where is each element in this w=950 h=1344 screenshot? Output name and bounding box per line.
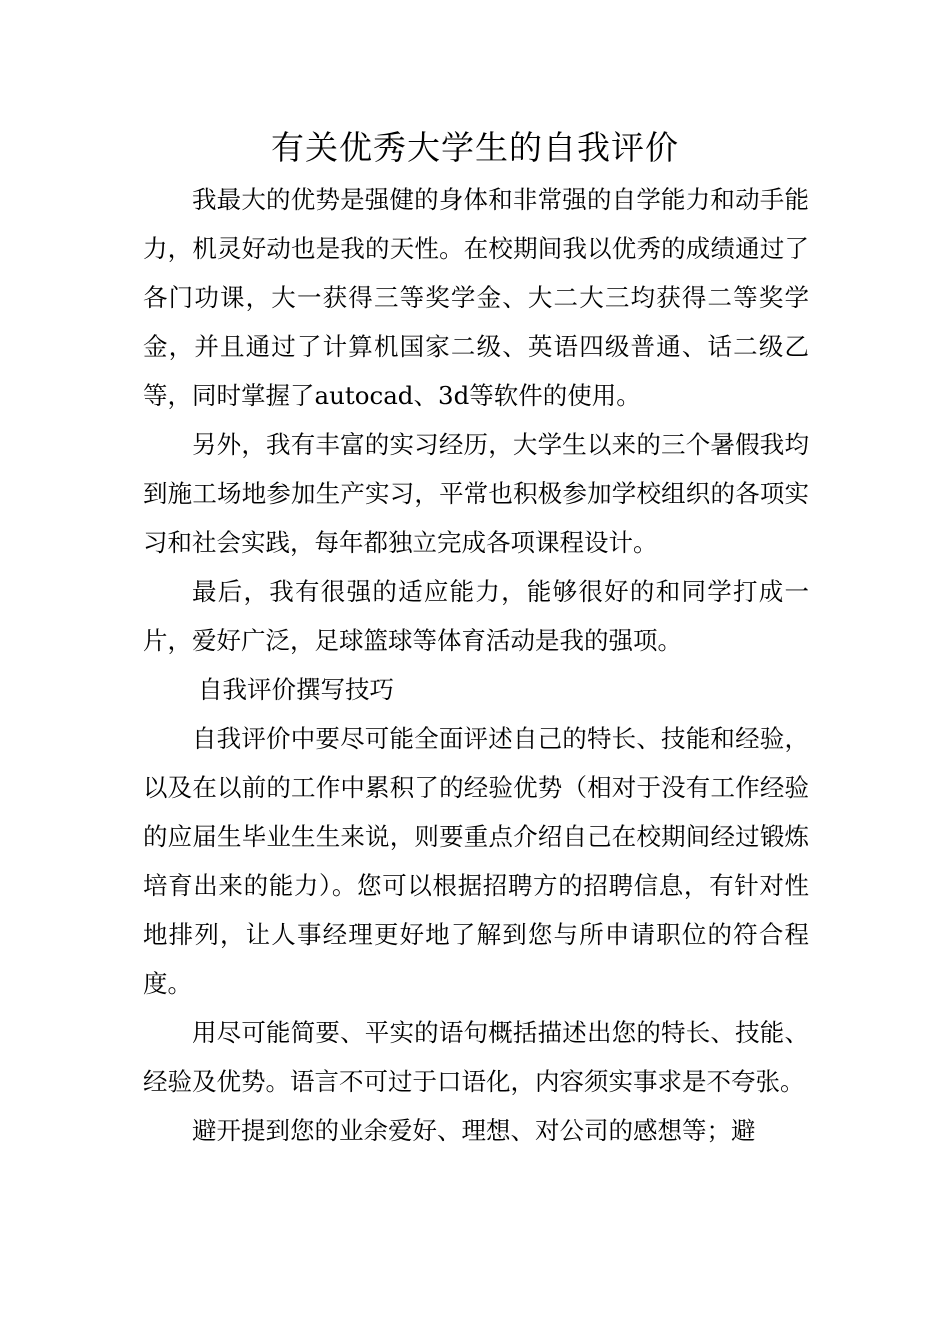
paragraph-tip-2: 用尽可能简要、平实的语句概括描述出您的特长、技能、经验及优势。语言不可过于口语化，内容须实事求是不夸张。 bbox=[143, 1018, 809, 1096]
document-title: 有关优秀大学生的自我评价 bbox=[271, 128, 679, 167]
paragraph-tip-1: 自我评价中要尽可能全面评述自己的特长、技能和经验，以及在以前的工作中累积了的经验优势（相对于没有工作经验的应届生毕业生生来说，则要重点介绍自己在校期间经过锻炼培育出来的能力）。您可以根据招聘方的招聘信息，有针对性地排列，让人事经理更好地了解到您与所申请职位的符合程度。 bbox=[143, 724, 809, 998]
paragraph-internship: 另外，我有丰富的实习经历，大学生以来的三个暑假我均到施工场地参加生产实习，平常也积极参加学校组织的各项实习和社会实践，每年都独立完成各项课程设计。 bbox=[143, 430, 809, 557]
document-body bbox=[143, 175, 809, 1155]
section-heading: 自我评价撰写技巧 bbox=[198, 675, 394, 704]
paragraph-adaptability: 最后，我有很强的适应能力，能够很好的和同学打成一片，爱好广泛，足球篮球等体育活动是我的强项。 bbox=[143, 577, 809, 655]
paragraph-tip-3: 避开提到您的业余爱好、理想、对公司的感想等；避 bbox=[192, 1116, 756, 1145]
paragraph-strengths: 我最大的优势是强健的身体和非常强的自学能力和动手能力，机灵好动也是我的天性。在校期间我以优秀的成绩通过了各门功课，大一获得三等奖学金、大二大三均获得二等奖学金，并且通过了计算机国家二级、英语四级普通、话二级乙等，同时掌握了autocad、3d等软件的使用。 bbox=[143, 185, 809, 410]
